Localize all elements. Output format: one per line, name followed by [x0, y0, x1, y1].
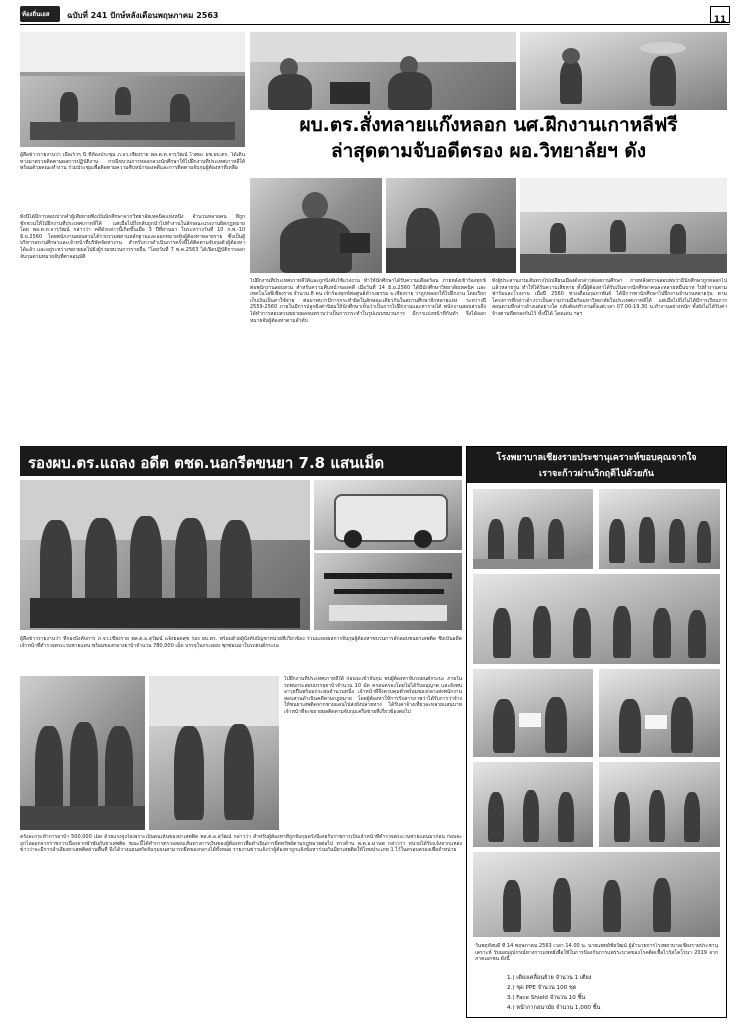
photo-pickup-truck	[314, 480, 462, 550]
story3-item: 3.) Face Shield จำนวน 10 ชิ้น	[507, 995, 586, 1001]
story2-body-top: ผู้สื่อข่าวรายงานว่า ที่กองบังคับการ ภ.จว.เชียงราย พล.ต.อ.สุวัฒน์ แจ้งยอดสุข รอง ผบ.ตร. พร้อมด้วยผู้บังคับบัญชาหน่วยที่เกี่ยวข้อง ร่วมแถลงผลการจับกุมผู้ต้องหาขบวนการลักลอบขนยาเสพติด ซึ่งเป็นอดีตเจ้าหน้าที่ตำรวจตระเวนชายแดน พร้อมของกลางยาบ้าจำนวน 780,000 เม็ด บรรจุในกระสอบ ซุกซ่อนมาในรถยนต์กระบะ	[20, 636, 462, 649]
story1-col3: ทั้งผู้ประสานงานเส้นทางไปเปลี่ยนเมืองดังกล่าวต่อสถานศึกษา ภายหลังตรวจสอบพบว่ามีนักศึกษาถูกหลอกไปแล้วหลายรุ่น ทำให้ได้รับความเสียหาย ทั้งนี้ผู้ต้องหาได้รับเงินจากนักศึกษาคนละหลายหมื่นบาท ไปทำงานตามฟาร์มและโรงงาน เมื่อปี 2560 ช่วงเดือนกุมภาพันธ์ ได้มีการพานักศึกษาไปฝึกงานจำนวนหลายรุ่น ตามโครงการที่กล่าวอ้างว่าเป็นความร่วมมือกับมหาวิทยาลัยในประเทศเกาหลีใต้ แต่เมื่อไปถึงไม่ได้มีการเรียนการสอนตามที่กล่าวอ้างแต่อย่างใด กลับต้องทำงานตั้งแต่เวลา 07.00-19.30 น.ทำงานอย่างหนัก ทั้งยังไม่ได้รับค่าจ้างตามที่ตกลงกันไว้ ทั้งนี้ได้ โดดเด่น ฯลฯ	[492, 278, 727, 317]
photo-officer-press	[250, 178, 382, 273]
photo-donation-handover-2	[599, 669, 720, 757]
photo-conference-hall	[520, 178, 727, 273]
photo-seized-weapons	[314, 553, 462, 630]
story1-col1-main: ทั้งนี้ได้มีการสอบปากคำผู้เสียหายซึ่งเป็นนักศึกษาจากวิทยาลัยเทคนิคแห่งหนึ่ง จำนวนหลายคน ที่ถูกชักชวนให้ไปฝึกงานที่ประเทศเกาหลีใต้ แต่เมื่อไปถึงกลับถูกนำไปทำงานในลักษณะแรงงานผิดกฎหมาย โดย พล.ต.ท.จารุวัฒน์ กล่าวว่า คดีดังกล่าวนี้เกิดขึ้นเมื่อ 3 ปีที่ผ่านมา ในระหว่างวันที่ 10 ก.พ.-10 มิ.ย.2560 โดยพนักงานสอบสวนได้รวบรวมพยานหลักฐานและออกหมายจับผู้ต้องหาหลายราย ซึ่งเป็นผู้บริหารสถานศึกษาและเจ้าหน้าที่บริษัทจัดหางาน สำหรับการดำเนินการครั้งนี้ได้ติดตามจับกุมตัวผู้ต้องหาได้แล้ว และอยู่ระหว่างขยายผลไปยังผู้ร่วมขบวนการรายอื่น "โดยวันที่ 7 พ.ค.2563 ได้เปิดปฏิบัติการออกจับกุมตามหมายจับที่ศาลอนุมัติ	[20, 214, 245, 260]
story3-headline-bar	[467, 447, 726, 483]
story3-intro: วันพฤหัสบดี ที่ 14 พฤษภาคม 2563 เวลา 14.00 น. นายแพทย์ชัยวัฒน์ ผู้อำนวยการโรงพยาบาลเชียงรายประชานุเคราะห์ รับมอบอุปกรณ์ทางการแพทย์เพื่อใช้ในการป้องกันการแพร่ระบาดของโรคติดเชื้อไวรัสโคโรนา 2019 จากภาคเอกชน ดังนี้	[475, 943, 718, 963]
photo-field-workers	[520, 32, 727, 110]
story2-body-bottom: ครั้งละกระทำการยาบ้า 500,000 เม็ด ด้วยแรงจูงใจเพราะเป็นคนเห็นของยาเสพติด พล.ต.อ.สุวัฒน์ กล่าวว่า สำหรับผู้ต้องหาที่ถูกจับกุมครั้งนี้เคยรับราชการเป็นเจ้าหน้าที่ตำรวจตระเวนชายแดนมาก่อน ก่อนจะถูกไล่ออกจากราชการเนื่องจากพัวพันกับยาเสพติด ขณะนี้ได้ทำการตรวจสอบเส้นทางการเงินของผู้ต้องหาเพื่อดำเนินการยึดทรัพย์ตามกฎหมายต่อไป ทางด้าน พ.ต.อ.มานพ กล่าวว่า หน่วยได้รับแจ้งจากแหล่งข่าวว่าจะมีการลำเลียงยาเสพติดผ่านพื้นที่ จึงได้วางแผนสกัดจับกุมจนสามารถยึดของกลางได้ทั้งหมด รายงานข่าวแจ้งว่าผู้ต้องหาถูกแจ้งข้อหาร่วมกันมียาเสพติดให้โทษประเภท 1 ไว้ในครอบครองเพื่อจำหน่าย	[20, 834, 462, 854]
photo-donation-group-5	[599, 762, 720, 847]
story2-headline: รองผบ.ตร.แถลง อดีต ตชด.นอกรีตขนยา 7.8 แสนเม็ด	[28, 454, 385, 472]
story1-col1-top: ผู้สื่อข่าวรายงานว่า เมื่อเร็วๆ นี้ ที่ห้องประชุม ภ.จว.เชียงราย พล.ต.ท.จารุวัฒน์ ไวศยะ ผช.ผบ.ตร. ได้เดินทางมาตรวจติดตามผลการปฏิบัติงาน กรณีขบวนการหลอกลวงนักศึกษาให้ไปฝึกงานที่ประเทศเกาหลีใต้ พร้อมด้วยคณะทำงาน ร่วมประชุมเพื่อติดตามความคืบหน้าของคดีและการติดตามจับกุมผู้ต้องหาที่เหลือ	[20, 152, 245, 172]
story3-headline-line1: โรงพยาบาลเชียงรายประชานุเคราะห์ขอบคุณจากใจ	[496, 453, 697, 463]
story3-headline-line2: เราจะก้าวผ่านวิกฤติไปด้วยกัน	[539, 469, 654, 479]
issue-line: ฉบับที่ 241 ปักษ์หลังเดือนพฤษภาคม 2563	[67, 11, 219, 20]
page-number-box	[710, 6, 730, 23]
page-number: 11	[713, 15, 727, 25]
story2-body-right: ไปฝึกงานที่ประเทศเกาหลีใต้ ก่อนจะเข้าจับกุม พบผู้ต้องหาขับรถยนต์กระบะ ภายในรถพบกระสอบบรรจุยาบ้าจำนวน 10 มัด ครอบครองโดยไม่ได้รับอนุญาต และยังพบอาวุธปืนพร้อมกระสุนจำนวนหนึ่ง เจ้าหน้าที่จึงควบคุมตัวพร้อมของกลางส่งพนักงานสอบสวนดำเนินคดีตามกฎหมาย โดยผู้ต้องหาให้การรับสารภาพว่าได้รับการว่าจ้างให้ขนยาเสพติดจากชายแดนไปส่งยังปลายทาง ได้รับค่าจ้างเที่ยวละหลายแสนบาท เจ้าหน้าที่จะขยายผลติดตามจับกุมเครือข่ายที่เกี่ยวข้องต่อไป	[284, 676, 462, 715]
story3-box	[466, 446, 727, 1018]
photo-donation-handover-1	[473, 669, 593, 757]
photo-donation-group-2	[599, 489, 720, 569]
photo-donation-group-6	[473, 852, 720, 937]
masthead	[20, 6, 730, 25]
story3-item: 2.) ชุด PPE จำนวน 100 ชุด	[507, 985, 577, 991]
story1-headline-line1: ผบ.ตร.สั่งทลายแก๊งหลอก นศ.ฝึกงานเกาหลีฟรี	[299, 114, 678, 136]
story1-headline-box	[250, 112, 727, 170]
photo-meeting-room-wide	[20, 32, 245, 147]
story3-item: 1.) เตียงเคลื่อนย้าย จำนวน 1 เตียง	[507, 975, 592, 981]
logo-text: ท้องถิ่นเอส	[22, 11, 50, 18]
photo-donation-group-4	[473, 762, 593, 847]
photo-interview-desk	[386, 178, 516, 273]
masthead-logo	[20, 6, 60, 22]
photo-arrest-suspects	[20, 676, 145, 830]
photo-donation-group-1	[473, 489, 593, 569]
story1-col2: ไปฝึกงานที่ประเทศเกาหลีใต้และถูกบังคับใช้แรงงาน ทำให้นักศึกษาได้รับความเดือดร้อน ภายหลังเข้าร้องทุกข์ต่อพนักงานสอบสวน สำหรับความคืบหน้าของคดี เมื่อวันที่ 14 มิ.ย.2560 ได้มีนักศึกษาวิทยาลัยเทคนิค และเทคโนโลยีเชียงราย จำนวน 8 คน เข้าร้องทุกข์ต่อศูนย์ดำรงธรรม จ.เชียงราย ว่าถูกหลอกให้ไปฝึกงาน โดยเรียกเก็บเงินเป็นค่าใช้จ่าย ต่อมาพบว่ามีการกระทำผิดในลักษณะเดียวกันในสถานศึกษาอีกหลายแห่ง ระหว่างปี 2559-2560 ภายในมีการปลูกฝังค่านิยมให้นักศึกษาเห็นว่าเป็นการไปฝึกงานและหารายได้ พนักงานสอบสวนจึงได้ทำการสอบสวนขยายผลจนทราบว่าเป็นการกระทำในรูปแบบขบวนการ มีการแบ่งหน้าที่กันทำ จึงได้ออกหมายจับผู้ต้องหาตามลำดับ	[250, 278, 486, 324]
story3-item: 4.) หน้ากากอนามัย จำนวน 1,000 ชิ้น	[507, 1005, 601, 1011]
photo-suspect-escort	[149, 676, 279, 830]
photo-officials-at-table	[250, 32, 516, 110]
story3-item-list	[507, 973, 717, 1015]
photo-donation-group-3	[473, 574, 720, 664]
story2-headline-bar	[20, 446, 462, 476]
photo-press-conference-seized-drugs	[20, 480, 310, 630]
story1-headline-line2: ล่าสุดตามจับอดีตรอง ผอ.วิทยาลัยฯ ดัง	[330, 140, 646, 162]
